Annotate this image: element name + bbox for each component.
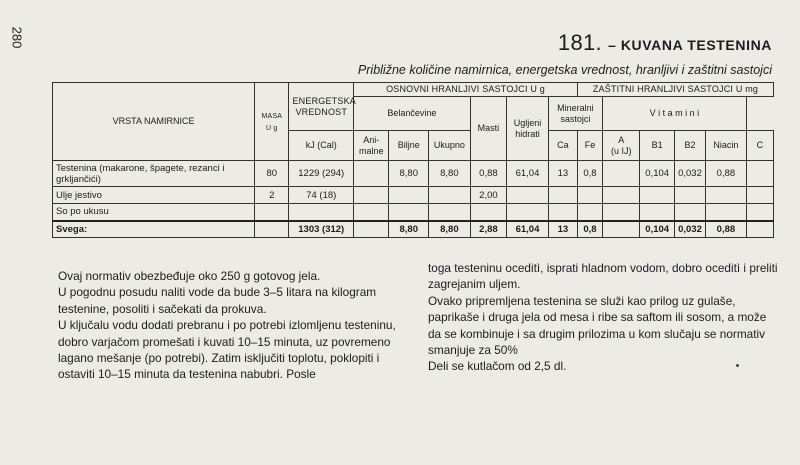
recipe-title: – KUVANA TESTENINA (607, 37, 772, 53)
cell-plant (389, 187, 429, 204)
cell-vit-a (602, 221, 640, 238)
recipe-number: 181. (557, 30, 602, 55)
cell-carbs (507, 187, 549, 204)
cell-carbs: 61,04 (507, 161, 549, 187)
cell-b2 (674, 204, 705, 221)
header-vit-a: A (u IJ) (602, 131, 640, 161)
cell-animal (354, 187, 389, 204)
header-protective: ZAŠTITNI HRANLJIVI SASTOJCI U mg (577, 83, 773, 97)
cell-energy: 1229 (294) (289, 161, 354, 187)
paragraph: toga testeninu oceditì, isprati hladnom vodom, dobro oceditì i preliti zagrejanim uljem. (428, 261, 778, 292)
page-subtitle: Približne količine namirnica, energetska vrednost, hranljivi i zaštitni sastojci (357, 63, 772, 77)
cell-c (746, 204, 773, 221)
cell-total-protein: 8,80 (429, 221, 471, 238)
cell-total-protein: 8,80 (429, 161, 471, 187)
instructions-left-column (58, 268, 408, 383)
header-fe: Fe (577, 131, 602, 161)
row-name: Svega: (53, 221, 255, 238)
table-total-row (53, 221, 774, 238)
cell-fats: 2,00 (470, 187, 506, 204)
cell-plant (389, 204, 429, 221)
cell-carbs (507, 204, 549, 221)
cell-ca: 13 (548, 161, 577, 187)
cell-energy (289, 204, 354, 221)
page-number: 280 (9, 26, 25, 49)
cell-c (746, 187, 773, 204)
cell-vit-a (602, 187, 640, 204)
header-animal: Ani-malne (354, 131, 389, 161)
cell-fats: 2,88 (470, 221, 506, 238)
cell-animal (354, 221, 389, 238)
cell-niacin: 0,88 (706, 161, 747, 187)
cell-c (746, 221, 773, 238)
header-energy-units: kJ (Cal) (289, 131, 354, 161)
header-carbs: Ugljeni hidrati (507, 97, 549, 161)
cell-fe (577, 187, 602, 204)
cell-niacin (706, 187, 747, 204)
cell-masa (255, 204, 289, 221)
row-name: So po ukusu (53, 204, 255, 221)
cell-masa: 2 (255, 187, 289, 204)
cell-b1: 0,104 (640, 161, 674, 187)
table-header-row (53, 83, 774, 97)
header-niacin: Niacin (706, 131, 747, 161)
header-b1: B1 (640, 131, 674, 161)
header-total-protein: Ukupno (429, 131, 471, 161)
header-fats: Masti (470, 97, 506, 161)
cell-fats (470, 204, 506, 221)
header-energy: ENERGETSKA VREDNOST (289, 83, 354, 131)
header-basic: OSNOVNI HRANLJIVI SASTOJCI U g (354, 83, 578, 97)
cell-niacin (706, 204, 747, 221)
cell-plant: 8,80 (389, 161, 429, 187)
header-vrsta: VRSTA NAMIRNICE (53, 83, 255, 161)
cell-c (746, 161, 773, 187)
cell-vit-a (602, 161, 640, 187)
nutrition-table (52, 82, 774, 238)
cell-fe (577, 204, 602, 221)
cell-ca (548, 204, 577, 221)
header-ca: Ca (548, 131, 577, 161)
paragraph: U pogodnu posudu naliti vode da bude 3–5 litara na kilogram testenine, posoliti i sačekati da prokuva. (58, 285, 377, 316)
cell-animal (354, 204, 389, 221)
instructions-right-column (428, 260, 778, 375)
table-row (53, 161, 774, 187)
cell-energy: 1303 (312) (289, 221, 354, 238)
header-vitamins: V i t a m i n i (602, 97, 746, 131)
table-row (53, 187, 774, 204)
cell-masa: 80 (255, 161, 289, 187)
header-minerals: Mineralni sastojci (548, 97, 602, 131)
paragraph: Ovaj normativ obezbeđuje oko 250 g gotovog jela. (58, 269, 321, 283)
print-speck (736, 364, 739, 367)
cell-vit-a (602, 204, 640, 221)
table-row (53, 204, 774, 221)
cell-b1 (640, 204, 674, 221)
cell-total-protein (429, 187, 471, 204)
cell-b1 (640, 187, 674, 204)
cell-fe: 0,8 (577, 161, 602, 187)
cell-niacin: 0,88 (706, 221, 747, 238)
cell-masa (255, 221, 289, 238)
row-name: Testenina (makarone, špagete, rezanci i grkljančići) (53, 161, 255, 187)
row-name: Ulje jestivo (53, 187, 255, 204)
paragraph: U ključalu vodu dodati prebranu i po potrebi izlomljenu testeninu, dobro varjačom promešati i kuvati 10–15 minuta, uz povremeno lagano mešanje (po potrebi). Zatim isključiti toplotu, poklopiti i ostaviti 10–15 minuta da testenina nabubri. Posle (58, 318, 396, 382)
cell-total-protein (429, 204, 471, 221)
cell-b2: 0,032 (674, 221, 705, 238)
header-plant: Biljne (389, 131, 429, 161)
header-b2: B2 (674, 131, 705, 161)
cell-energy: 74 (18) (289, 187, 354, 204)
header-proteins: Belančevine (354, 97, 471, 131)
cell-animal (354, 161, 389, 187)
cell-b1: 0,104 (640, 221, 674, 238)
cell-carbs: 61,04 (507, 221, 549, 238)
header-masa: MASA U g (255, 83, 289, 161)
cell-b2 (674, 187, 705, 204)
cell-fats: 0,88 (470, 161, 506, 187)
cell-ca (548, 187, 577, 204)
cell-plant: 8,80 (389, 221, 429, 238)
page-title (558, 30, 772, 56)
cell-b2: 0,032 (674, 161, 705, 187)
cell-fe: 0,8 (577, 221, 602, 238)
paragraph: Ovako pripremljena testenina se služi kao prilog uz gulaše, paprikaše i druga jela od mesa i ribe sa saftom ili sosom, a može da se kombinuje i sa drugim prilozima u kom slučaju se normativ smanjuje za 50% (428, 293, 767, 358)
paragraph: Deli se kutlačom od 2,5 dl. (428, 359, 567, 374)
header-c: C (746, 131, 773, 161)
cell-ca: 13 (548, 221, 577, 238)
